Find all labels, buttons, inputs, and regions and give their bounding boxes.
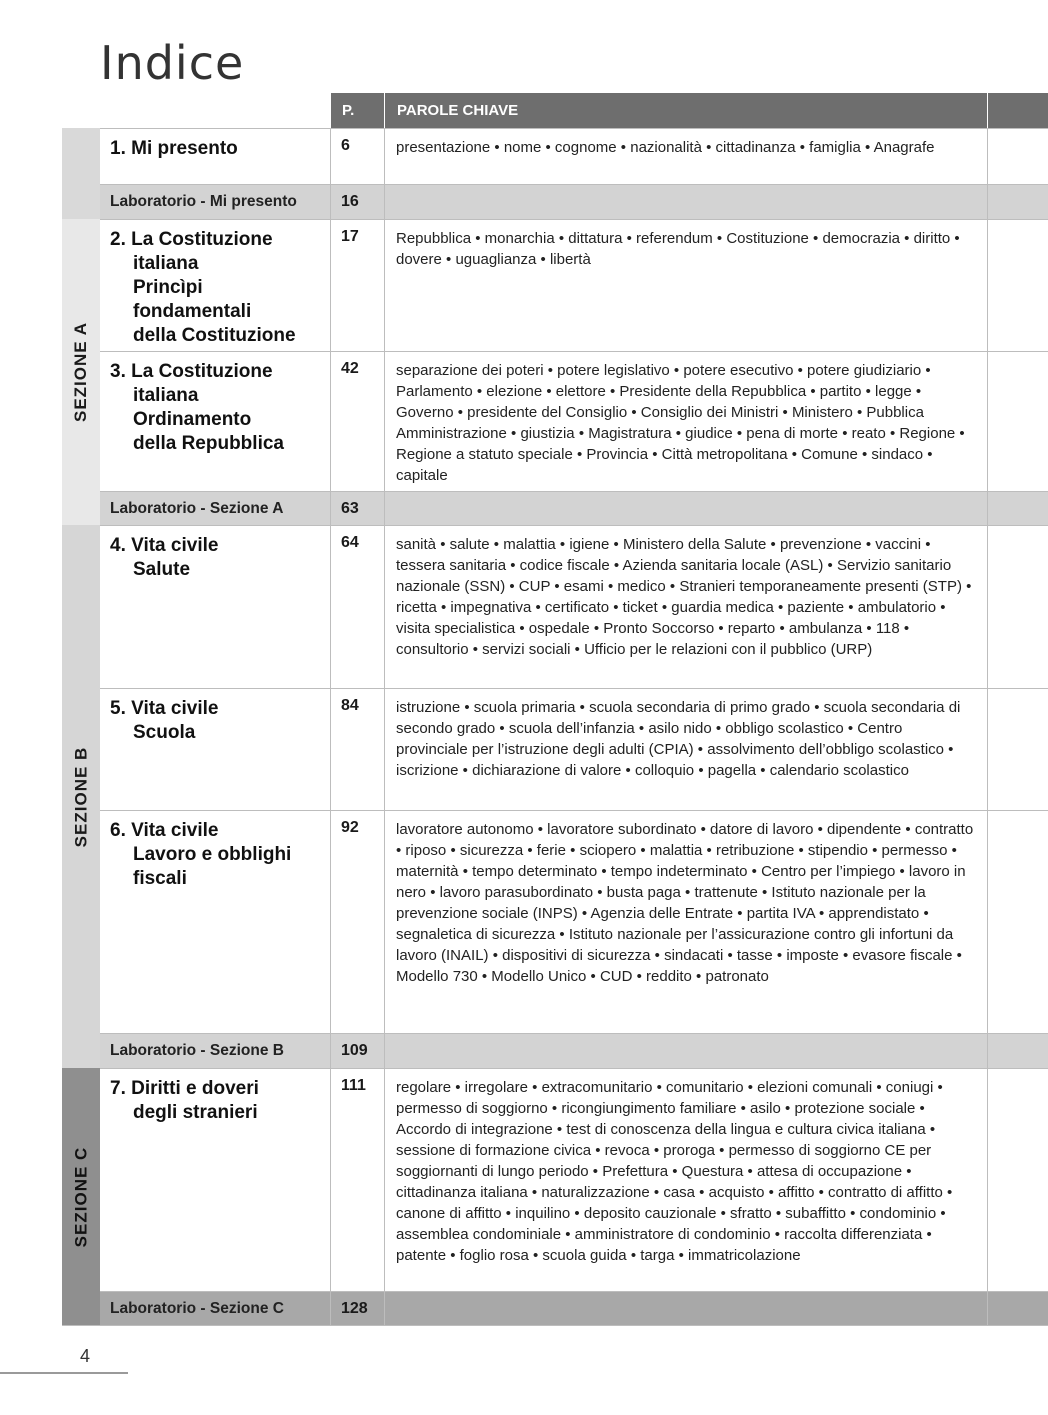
page-number-cell: 109 bbox=[331, 1034, 385, 1068]
page-number-cell: 6 bbox=[331, 129, 385, 184]
footer-rule bbox=[0, 1372, 128, 1374]
section-c-label: SEZIONE C bbox=[71, 1146, 90, 1247]
section-b-label: SEZIONE B bbox=[71, 746, 90, 847]
lab-row[interactable] bbox=[100, 1033, 1048, 1068]
page-number-cell: 16 bbox=[331, 185, 385, 219]
page-number-cell: 63 bbox=[331, 492, 385, 525]
table-bottom-border bbox=[62, 1325, 1048, 1326]
table-row[interactable] bbox=[100, 128, 1048, 184]
lab-row[interactable] bbox=[100, 1291, 1048, 1325]
chapter-title: 4. Vita civile Salute bbox=[110, 535, 219, 580]
keywords-cell: lavoratore autonomo • lavoratore subordinato • datore di lavoro • dipendente • contratto • riposo • sicurezza • ferie • sciopero • malattia • retribuzione • stipendio • permesso • maternità • tempo determinato • tempo indeterminato • Centro per l’impiego • lavoro in nero • lavoro parasubordinato • busta paga • trattenute • Istituto nazionale per la prevenzione sociale (INPS) • Agenzia delle Entrate • partita IVA • apprendistato • segnaletica di sicurezza • Istituto nazionale per l’assicurazione contro gli infortuni da lavoro (INAIL) • dispositivi di sicurezza • sindacati • tasse • imposte • evasore fiscale • Modello 730 • Modello Unico • CUD • reddito • patronato bbox=[385, 811, 988, 1033]
table-row[interactable] bbox=[100, 810, 1048, 1033]
keywords-cell: regolare • irregolare • extracomunitario • comunitario • elezioni comunali • coniugi • permesso di soggiorno • ricongiungimento familiare • asilo • protezione sociale • Accordo di integrazione • test di conoscenza della lingua e cultura civica italiana • sessione di formazione civica • revoca • proroga • permesso di soggiorno CE per soggiornanti di lungo periodo • Prefettura • Questura • attesa di occupazione • cittadinanza italiana • naturalizzazione • casa • acquisto • affitto • contratto di affitto • canone di affitto • inquilino • deposito cauzionale • sfratto • subaffitto • condominio • assemblea condominiale • amministratore di condominio • raccolta differenziata • patente • foglio rosa • scuola guida • targa • immatricolazione bbox=[385, 1069, 988, 1291]
table-row[interactable] bbox=[100, 525, 1048, 688]
page-number-cell: 84 bbox=[331, 689, 385, 810]
section-c-band bbox=[62, 1068, 100, 1325]
chapter-title: 2. La Costituzione italiana Princìpi fondamentali della Costituzione bbox=[110, 229, 296, 346]
keywords-cell: istruzione • scuola primaria • scuola secondaria di primo grado • scuola secondaria di secondo grado • scuola dell’infanzia • asilo nido • obbligo scolastico • Centro provinciale per l’istruzione degli adulti (CPIA) • assolvimento dell’obbligo scolastico • iscrizione • dichiarazione di valore • colloquio • pagella • calendario scolastico bbox=[385, 689, 988, 810]
lab-row[interactable] bbox=[100, 184, 1048, 219]
table-row[interactable] bbox=[100, 219, 1048, 351]
keywords-column-header: PAROLE CHIAVE bbox=[386, 93, 988, 128]
table-row[interactable] bbox=[100, 688, 1048, 810]
page-number-cell: 17 bbox=[331, 220, 385, 351]
page-title: Indice bbox=[100, 36, 245, 90]
lab-title: Laboratorio - Mi presento bbox=[110, 193, 297, 210]
page-number-cell: 42 bbox=[331, 352, 385, 491]
page-number-cell: 128 bbox=[331, 1292, 385, 1325]
lab-title: Laboratorio - Sezione C bbox=[110, 1300, 284, 1317]
chapter-title: 3. La Costituzione italiana Ordinamento della Repubblica bbox=[110, 361, 284, 454]
page-number-cell: 92 bbox=[331, 811, 385, 1033]
section-a-band bbox=[62, 219, 100, 525]
section-a-label: SEZIONE A bbox=[71, 322, 90, 422]
page-column-header: P. bbox=[331, 93, 385, 128]
page-number-cell: 111 bbox=[331, 1069, 385, 1291]
keywords-cell: presentazione • nome • cognome • nazionalità • cittadinanza • famiglia • Anagrafe bbox=[385, 129, 988, 184]
chapter-title: 7. Diritti e doveri degli stranieri bbox=[110, 1078, 259, 1123]
chapter-title: 6. Vita civile Lavoro e obblighi fiscali bbox=[110, 820, 292, 889]
intro-band bbox=[62, 128, 100, 219]
table-header bbox=[331, 93, 1048, 128]
keywords-cell: Repubblica • monarchia • dittatura • referendum • Costituzione • democrazia • diritto • dovere • uguaglianza • libertà bbox=[385, 220, 988, 351]
table-row[interactable] bbox=[100, 351, 1048, 491]
table-row[interactable] bbox=[100, 1068, 1048, 1291]
lab-title: Laboratorio - Sezione B bbox=[110, 1042, 284, 1059]
section-b-band bbox=[62, 525, 100, 1068]
keywords-cell: sanità • salute • malattia • igiene • Ministero della Salute • prevenzione • vaccini • tessera sanitaria • codice fiscale • Azienda sanitaria locale (ASL) • Servizio sanitario nazionale (SSN) • CUP • esami • medico • Stranieri temporaneamente presenti (STP) • ricetta • impegnativa • certificato • ticket • guardia medica • paziente • ambulatorio • visita specialistica • ospedale • Pronto Soccorso • reparto • ambulanza • 118 • consultorio • servizi sociali • Ufficio per le relazioni con il pubblico (URP) bbox=[385, 526, 988, 688]
lab-row[interactable] bbox=[100, 491, 1048, 525]
chapter-title: 1. Mi presento bbox=[110, 138, 238, 159]
keywords-cell: separazione dei poteri • potere legislativo • potere esecutivo • potere giudiziario • Parlamento • elezione • elettore • Presidente della Repubblica • partito • legge • Governo • presidente del Consiglio • Consiglio dei Ministri • Ministero • Pubblica Amministrazione • giustizia • Magistratura • giudice • pena di morte • reato • Regione • Regione a statuto speciale • Provincia • Città metropolitana • Comune • sindaco • capitale bbox=[385, 352, 988, 491]
header-extra-cell bbox=[989, 93, 1048, 128]
page-number: 4 bbox=[80, 1346, 91, 1366]
page-number-cell: 64 bbox=[331, 526, 385, 688]
chapter-title: 5. Vita civile Scuola bbox=[110, 698, 219, 743]
lab-title: Laboratorio - Sezione A bbox=[110, 500, 284, 517]
